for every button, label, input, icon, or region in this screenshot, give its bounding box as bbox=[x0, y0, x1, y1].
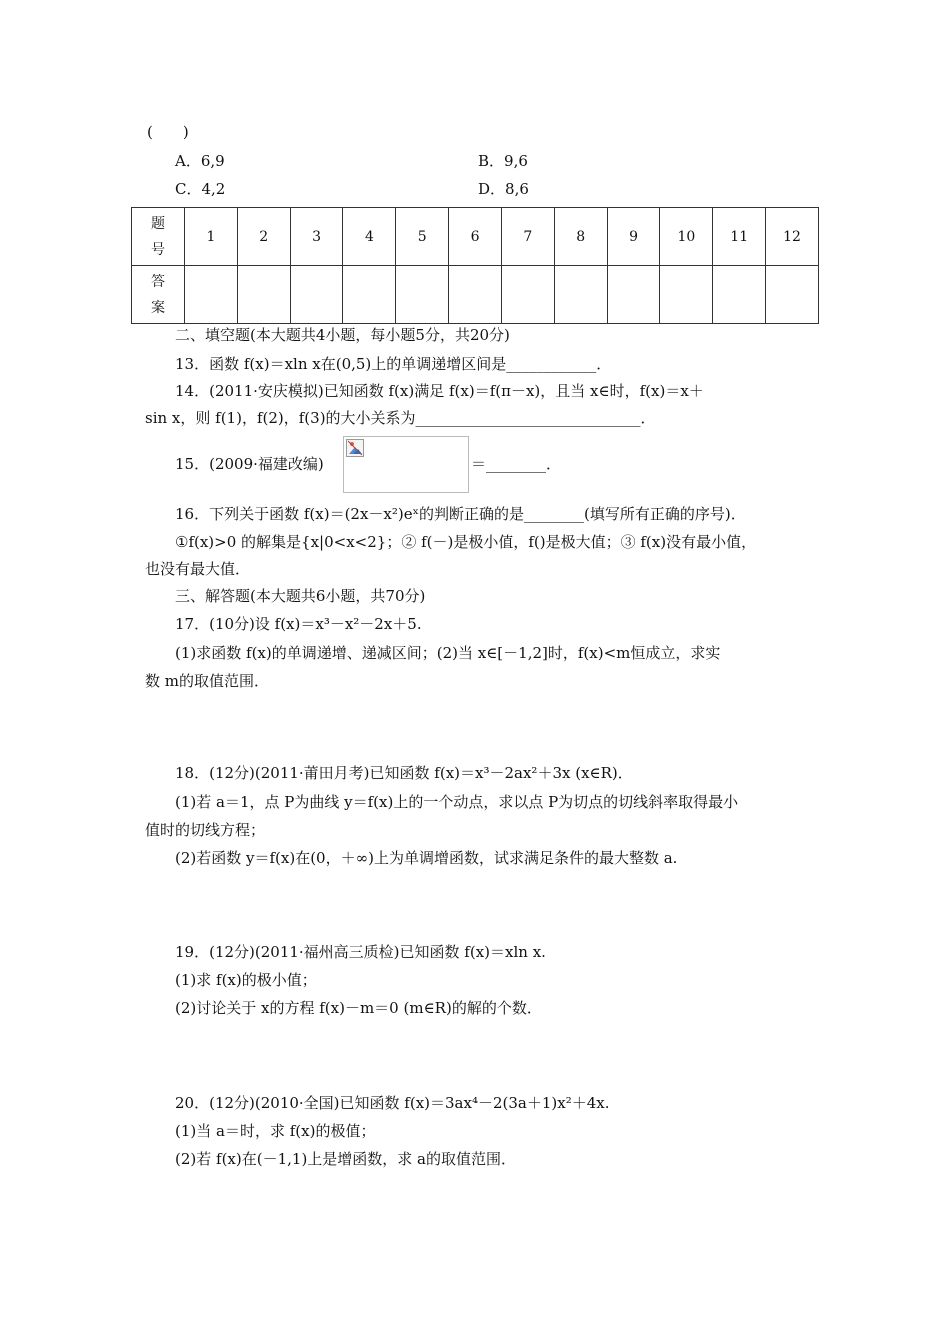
answer-table-answer-row bbox=[132, 266, 819, 324]
q12-option-a: A．6,9 bbox=[175, 152, 225, 170]
q20-line-2: (1)当 a＝时，求 f(x)的极值； bbox=[175, 1122, 376, 1140]
q14-line-1: 14．(2011·安庆模拟)已知函数 f(x)满足 f(x)＝f(π－x)，且当 x∈时，f(x)＝x＋ bbox=[175, 382, 704, 400]
answer-cell[interactable] bbox=[237, 266, 290, 324]
broken-image-icon bbox=[346, 439, 364, 457]
q12-option-b: B．9,6 bbox=[478, 152, 528, 170]
answer-cell[interactable] bbox=[713, 266, 766, 324]
question-number-cell: 12 bbox=[766, 208, 819, 266]
header-char: 案 bbox=[151, 299, 165, 316]
answer-cell[interactable] bbox=[607, 266, 660, 324]
question-number-cell: 9 bbox=[607, 208, 660, 266]
answer-cell[interactable] bbox=[343, 266, 396, 324]
question-number-cell: 10 bbox=[660, 208, 713, 266]
question-number-cell: 3 bbox=[290, 208, 343, 266]
question-number-cell: 1 bbox=[185, 208, 238, 266]
answer-cell[interactable] bbox=[396, 266, 449, 324]
header-char: 号 bbox=[151, 241, 165, 258]
answer-cell[interactable] bbox=[766, 266, 819, 324]
question-number-cell: 4 bbox=[343, 208, 396, 266]
answer-cell[interactable] bbox=[449, 266, 502, 324]
q20-line-3: (2)若 f(x)在(－1,1)上是增函数，求 a的取值范围． bbox=[175, 1150, 517, 1168]
q18-line-4: (2)若函数 y＝f(x)在(0，＋∞)上为单调增函数，试求满足条件的最大整数 a. bbox=[175, 849, 678, 867]
answer-table bbox=[131, 207, 819, 324]
q12-option-d: D．8,6 bbox=[478, 180, 529, 198]
header-char: 答 bbox=[151, 273, 165, 290]
question-number-cell: 7 bbox=[501, 208, 554, 266]
answer-cell[interactable] bbox=[660, 266, 713, 324]
q19-line-1: 19．(12分)(2011·福州高三质检)已知函数 f(x)＝xln x. bbox=[175, 943, 546, 961]
q17-line-2: (1)求函数 f(x)的单调递增、递减区间；(2)当 x∈[－1,2]时，f(x)<m恒成立，求实 bbox=[175, 644, 721, 662]
answer-cell[interactable] bbox=[501, 266, 554, 324]
answer-cell[interactable] bbox=[185, 266, 238, 324]
q19-line-3: (2)讨论关于 x的方程 f(x)－m＝0 (m∈R)的解的个数． bbox=[175, 999, 542, 1017]
q18-line-2: (1)若 a＝1，点 P为曲线 y＝f(x)上的一个动点，求以点 P为切点的切线斜率取得最小 bbox=[175, 793, 739, 811]
section-2-title: 二、填空题(本大题共4小题，每小题5分，共20分) bbox=[175, 326, 510, 344]
q14-line-2: sin x，则 f(1)，f(2)，f(3)的大小关系为______________________________． bbox=[145, 409, 656, 427]
answer-cell[interactable] bbox=[554, 266, 607, 324]
section-3-title: 三、解答题(本大题共6小题，共70分) bbox=[175, 587, 426, 605]
q15-formula-image bbox=[343, 436, 469, 493]
q18-line-3: 值时的切线方程； bbox=[145, 821, 266, 839]
question-number-cell: 2 bbox=[237, 208, 290, 266]
answer-header bbox=[132, 266, 185, 324]
q17-line-3: 数 m的取值范围． bbox=[145, 672, 269, 690]
q16-line-1: 16．下列关于函数 f(x)＝(2x－x²)eˣ的判断正确的是________(填写所有正确的序号)． bbox=[175, 505, 746, 523]
q15-prefix: 15．(2009·福建改编) bbox=[175, 455, 324, 473]
question-number-cell: 8 bbox=[554, 208, 607, 266]
q18-line-1: 18．(12分)(2011·莆田月考)已知函数 f(x)＝x³－2ax²＋3x (x∈R)． bbox=[175, 764, 633, 782]
header-char: 题 bbox=[151, 215, 165, 232]
question-number-cell: 6 bbox=[449, 208, 502, 266]
q20-line-1: 20．(12分)(2010·全国)已知函数 f(x)＝3ax⁴－2(3a＋1)x²＋4x. bbox=[175, 1094, 610, 1112]
q16-line-3: 也没有最大值． bbox=[145, 560, 251, 578]
q15-suffix: ＝________． bbox=[471, 455, 562, 473]
question-number-header bbox=[132, 208, 185, 266]
question-number-cell: 5 bbox=[396, 208, 449, 266]
q16-line-2: ①f(x)>0 的解集是{x|0<x<2}；② f(－)是极小值，f()是极大值；③ f(x)没有最小值， bbox=[175, 533, 757, 551]
q13-text: 13．函数 f(x)＝xln x在(0,5)上的单调递增区间是____________． bbox=[175, 355, 612, 373]
q12-answer-paren: ( ) bbox=[147, 123, 189, 141]
q12-option-c: C．4,2 bbox=[175, 180, 226, 198]
answer-cell[interactable] bbox=[290, 266, 343, 324]
answer-table-number-row bbox=[132, 208, 819, 266]
q17-line-1: 17．(10分)设 f(x)＝x³－x²－2x＋5. bbox=[175, 615, 422, 633]
q19-line-2: (1)求 f(x)的极小值； bbox=[175, 971, 317, 989]
question-number-cell: 11 bbox=[713, 208, 766, 266]
